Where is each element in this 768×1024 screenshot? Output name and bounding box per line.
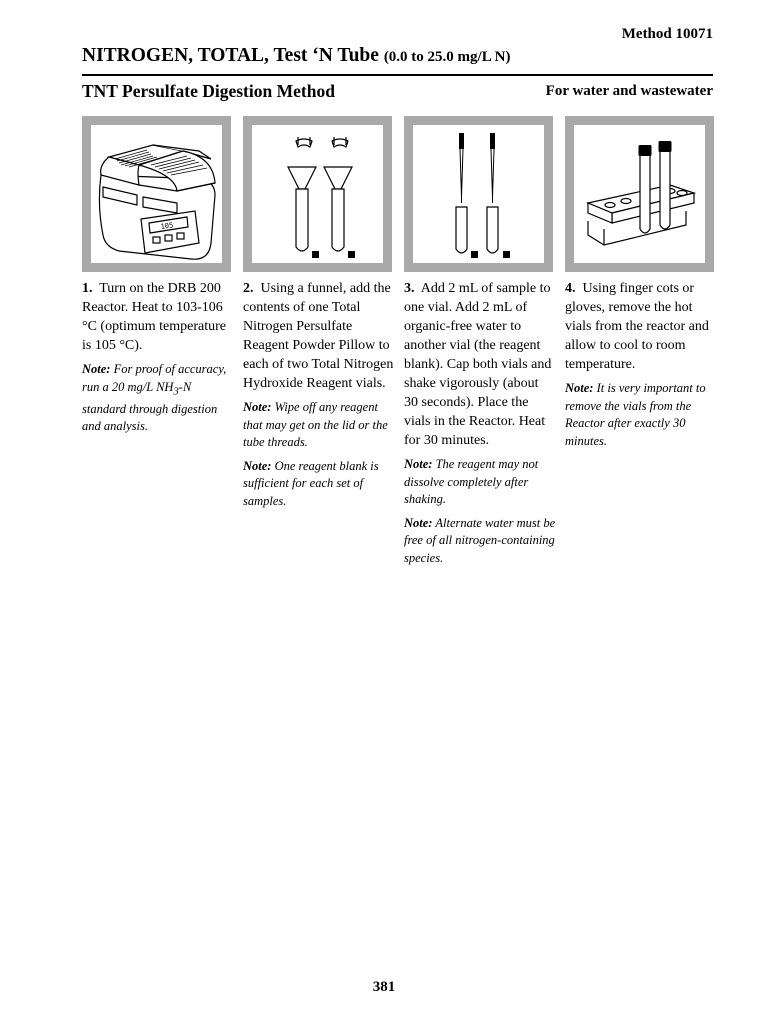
step-1-text: Turn on the DRB 200 Reactor. Heat to 103-106 °C (optimum temperature is 105 °C). bbox=[82, 281, 227, 353]
title-range: (0.0 to 25.0 mg/L N) bbox=[383, 49, 511, 65]
step-3-number: 3. bbox=[404, 281, 415, 296]
funnel-vials-icon bbox=[252, 125, 383, 263]
step-4-illustration bbox=[565, 116, 714, 272]
step-4 bbox=[565, 279, 717, 450]
step-2-text: Using a funnel, add the contents of one Total Nitrogen Persulfate Reagent Powder Pillow to each of two Total Nitrogen Hydroxide Reagent vials. bbox=[243, 281, 394, 391]
applicability-label: For water and wastewater bbox=[545, 83, 713, 99]
step-4-number: 4. bbox=[565, 281, 576, 296]
pipette-vials-icon bbox=[413, 125, 544, 263]
step-3-text: Add 2 mL of sample to one vial. Add 2 mL of organic-free water to another vial (the reagent blank). Cap both vials and shake vigorously (about 30 seconds). Place the vials in the Reactor. Heat for 30 minutes. bbox=[404, 281, 552, 448]
step-2 bbox=[243, 279, 395, 510]
step-4-text: Using finger cots or gloves, remove the hot vials from the reactor and allow to cool to room temperature. bbox=[565, 281, 709, 372]
step-2-number: 2. bbox=[243, 281, 254, 296]
header-rule bbox=[82, 74, 713, 76]
step-3-note-2: Note: Alternate water must be free of all nitrogen-containing species. bbox=[404, 515, 556, 565]
step-2-note-2: Note: One reagent blank is sufficient for each set of samples. bbox=[243, 458, 379, 508]
reactor-icon bbox=[91, 125, 222, 263]
step-1-note: Note: For proof of accuracy, run a 20 mg/L $NH_3-N$ standard through digestion and analysis. bbox=[82, 362, 227, 433]
step-2-note-1: Note: Wipe off any reagent that may get on the lid or the tube threads. bbox=[243, 400, 388, 449]
reactor-display-readout: 105 bbox=[160, 221, 174, 231]
step-1-illustration bbox=[82, 116, 231, 272]
method-subtitle: TNT Persulfate Digestion Method bbox=[82, 81, 335, 101]
step-4-note: Note: It is very important to remove the vials from the Reactor after exactly 30 minutes. bbox=[565, 381, 706, 448]
step-3-note-1: Note: The reagent may not dissolve completely after shaking. bbox=[404, 457, 539, 506]
vial-rack-icon bbox=[574, 125, 705, 263]
page-number: 381 bbox=[372, 979, 396, 995]
method-number: Method 10071 bbox=[621, 26, 713, 42]
page-title: NITROGEN, TOTAL, Test ‘N Tube (0.0 to 25.0 mg/L N) bbox=[82, 45, 511, 66]
step-1-number: 1. bbox=[82, 281, 93, 296]
step-1 bbox=[82, 279, 234, 436]
step-3-illustration bbox=[404, 116, 553, 272]
step-2-illustration bbox=[243, 116, 392, 272]
step-3 bbox=[404, 279, 556, 567]
